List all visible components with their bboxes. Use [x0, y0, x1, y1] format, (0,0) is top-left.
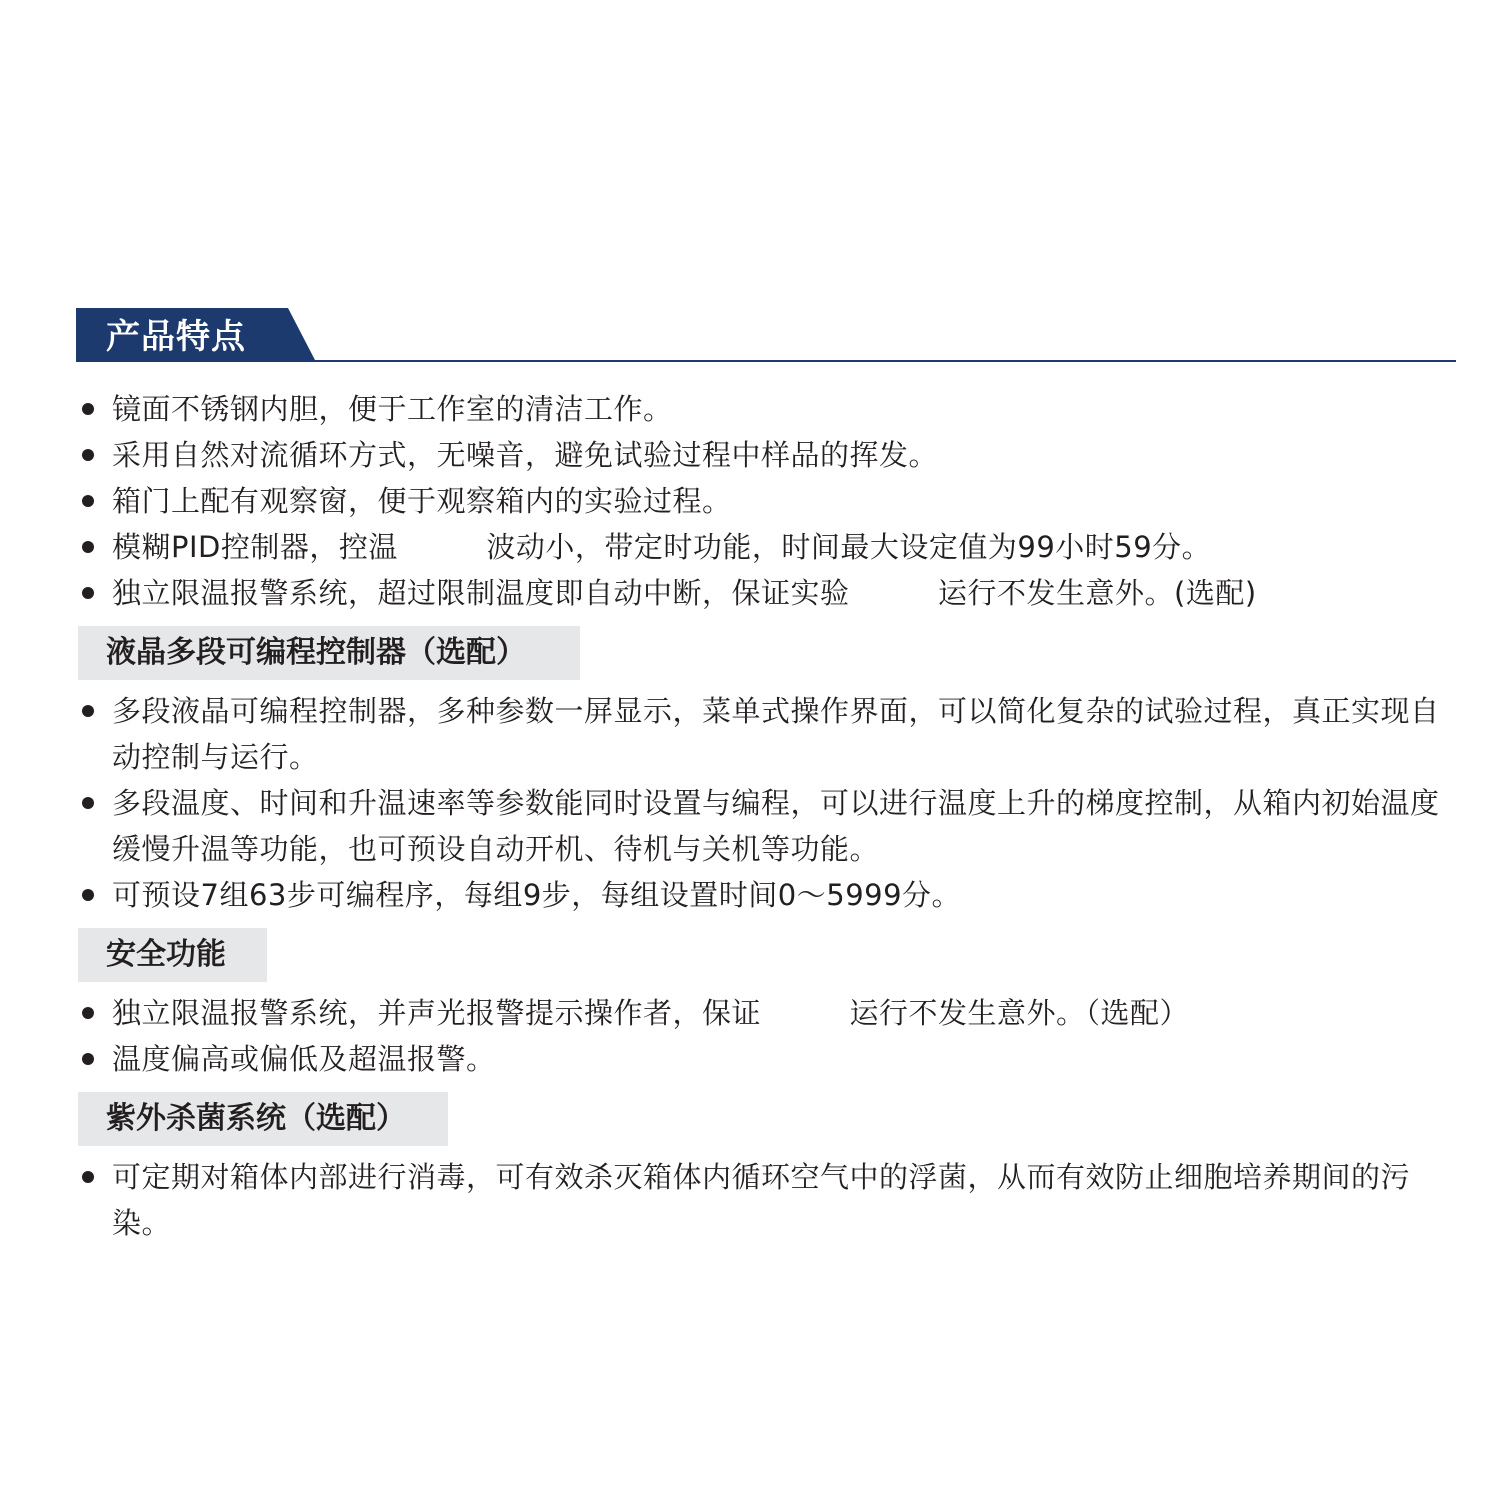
list-item: 独立限温报警系统，并声光报警提示操作者，保证 运行不发生意外。（选配）: [0, 990, 1189, 1036]
list-item: 可预设7组63步可编程序，每组9步，每组设置时间0～5999分。: [0, 872, 1460, 918]
list-item: 镜面不锈钢内胆，便于工作室的清洁工作。: [0, 386, 1257, 432]
list-item: 温度偏高或偏低及超温报警。: [0, 1036, 1189, 1082]
bullet-icon: [82, 587, 94, 599]
bullet-icon: [82, 403, 94, 415]
section-title-uv: 紫外杀菌系统（选配）: [106, 1101, 406, 1136]
features-list: [0, 386, 1257, 616]
list-item: 独立限温报警系统，超过限制温度即自动中断，保证实验 运行不发生意外。(选配): [0, 570, 1257, 616]
bullet-icon: [82, 1171, 94, 1183]
section-header-lcd: [78, 626, 580, 680]
list-item: 采用自然对流循环方式，无噪音，避免试验过程中样品的挥发。: [0, 432, 1257, 478]
section-header-safety: [78, 928, 267, 982]
section-title-features: 产品特点: [106, 317, 246, 357]
list-item: 模糊PID控制器，控温 波动小，带定时功能，时间最大设定值为99小时59分。: [0, 524, 1257, 570]
list-item: 箱门上配有观察窗，便于观察箱内的实验过程。: [0, 478, 1257, 524]
list-item: 可定期对箱体内部进行消毒，可有效杀灭箱体内循环空气中的浮菌，从而有效防止细胞培养期间的污染。: [0, 1154, 1460, 1246]
bullet-icon: [82, 705, 94, 717]
bullet-icon: [82, 1007, 94, 1019]
section-header-uv: [78, 1092, 448, 1146]
bullet-icon: [82, 449, 94, 461]
bullet-icon: [82, 495, 94, 507]
list-item: 多段液晶可编程控制器，多种参数一屏显示，菜单式操作界面，可以简化复杂的试验过程，真正实现自动控制与运行。: [0, 688, 1460, 780]
list-item: 多段温度、时间和升温速率等参数能同时设置与编程，可以进行温度上升的梯度控制，从箱内初始温度缓慢升温等功能，也可预设自动开机、待机与关机等功能。: [0, 780, 1460, 872]
bullet-icon: [82, 1053, 94, 1065]
bullet-icon: [82, 541, 94, 553]
lcd-list: [0, 688, 1460, 918]
bullet-icon: [82, 889, 94, 901]
header-band-shape: [76, 308, 1456, 362]
section-title-safety: 安全功能: [106, 937, 226, 972]
section-header-features: [76, 308, 1456, 362]
section-title-lcd: 液晶多段可编程控制器（选配）: [106, 635, 526, 670]
safety-list: [0, 990, 1189, 1082]
bullet-icon: [82, 797, 94, 809]
uv-list: [0, 1154, 1460, 1246]
